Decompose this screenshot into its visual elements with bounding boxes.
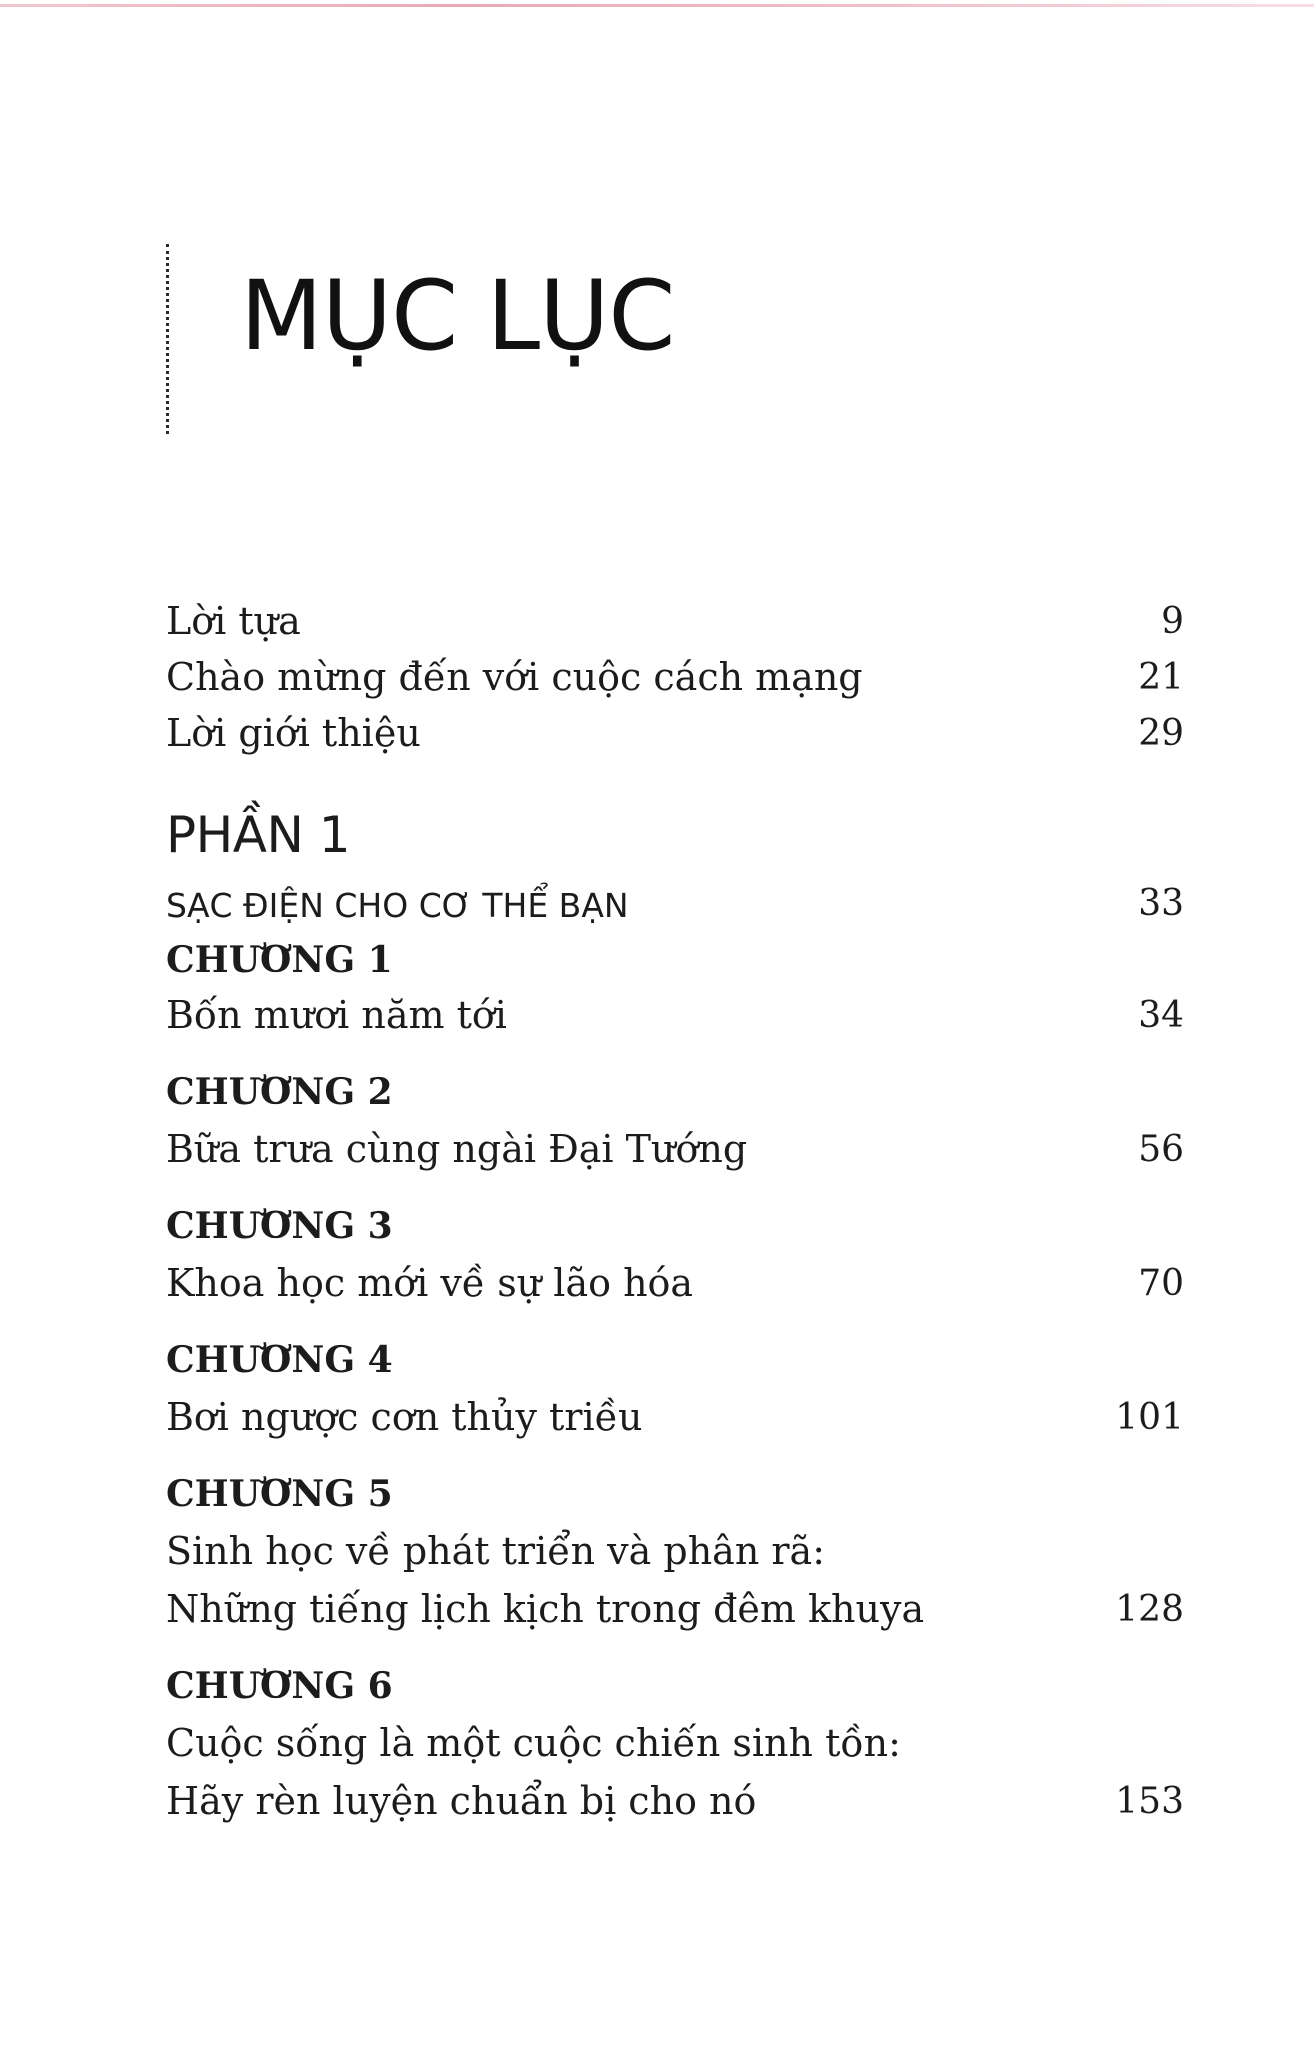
entry-page: 29 [1138,713,1184,754]
top-color-rule [0,4,1314,7]
toc-entry [166,1108,1184,1171]
chapter-heading: CHƯƠNG 1 [166,939,393,981]
entry-title: Hãy rèn luyện chuẩn bị cho nó [166,1779,757,1823]
toc-entry [166,692,1184,755]
entry-page: 128 [1115,1589,1184,1630]
entry-page: 9 [1161,601,1184,642]
chapter-heading-row [166,1184,1184,1247]
chapter-heading: CHƯƠNG 5 [166,1473,393,1515]
chapter-heading-row [166,1452,1184,1515]
entry-title: Bữa trưa cùng ngài Đại Tướng [166,1127,748,1171]
chapter-heading: CHƯƠNG 4 [166,1339,393,1381]
entry-title: Bơi ngược cơn thủy triều [166,1395,643,1439]
entry-page: 33 [1138,883,1184,924]
toc-entry [166,974,1184,1037]
chapter-heading: CHƯƠNG 2 [166,1071,393,1113]
toc-entry [166,636,1184,699]
dotted-vertical-rule [166,244,169,434]
part-heading: PHẦN 1 [166,806,351,864]
entry-page: 153 [1115,1781,1184,1822]
toc-entry-line [166,1510,1184,1573]
toc-entry [166,1242,1184,1305]
chapter-heading-row [166,918,1184,981]
entry-page: 21 [1138,657,1184,698]
entry-title: Sinh học về phát triển và phân rã: [166,1529,826,1573]
entry-title: Những tiếng lịch kịch trong đêm khuya [166,1587,925,1631]
chapter-heading: CHƯƠNG 6 [166,1665,393,1707]
toc-title: MỤC LỤC [240,260,675,372]
entry-title: Lời giới thiệu [166,711,421,755]
entry-page: 70 [1138,1263,1184,1304]
toc-entry [166,1760,1184,1823]
entry-page: 56 [1138,1129,1184,1170]
entry-title: Khoa học mới về sự lão hóa [166,1261,694,1305]
part-heading-row [166,800,1184,864]
entry-title: Cuộc sống là một cuộc chiến sinh tồn: [166,1721,901,1765]
entry-page: 101 [1115,1397,1184,1438]
toc-entry [166,1568,1184,1631]
entry-title: Bốn mươi năm tới [166,993,507,1037]
toc-entry [166,1376,1184,1439]
part-subtitle: SẠC ĐIỆN CHO CƠ THỂ BẠN [166,886,629,925]
toc-entry [166,580,1184,643]
toc-entry-line [166,1702,1184,1765]
part-subtitle-row [166,862,1184,925]
entry-title: Lời tựa [166,599,301,643]
entry-title: Chào mừng đến với cuộc cách mạng [166,655,863,699]
chapter-heading-row [166,1318,1184,1381]
entry-page: 34 [1138,995,1184,1036]
chapter-heading-row [166,1050,1184,1113]
chapter-heading: CHƯƠNG 3 [166,1205,393,1247]
chapter-heading-row [166,1644,1184,1707]
